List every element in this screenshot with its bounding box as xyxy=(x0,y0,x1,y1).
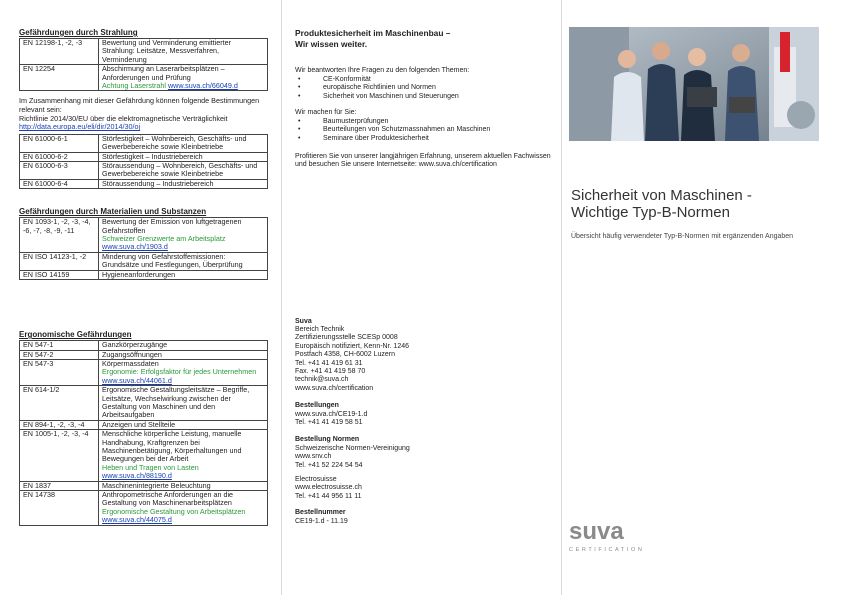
relevance-paragraph xyxy=(19,97,269,131)
cover-photo-illustration xyxy=(569,27,819,141)
norm-link[interactable]: www.suva.ch/66049.d xyxy=(167,81,238,91)
norm-desc-text: Anthropometrische Anforderungen an die Gestaltung von Maschinenarbeitsplätzen xyxy=(102,490,234,508)
logo-subtitle: CERTIFICATION xyxy=(569,547,645,553)
column-cover xyxy=(561,0,842,595)
norm-desc-text: Menschliche körperliche Leistung, manuelle Handhabung, Kraftgrenzen bei Maschinenbetätigung, Körperhaltungen und Bewegungen bei der Arbeit xyxy=(102,429,242,464)
contact-block xyxy=(295,318,551,394)
norm-desc-text: Körpermassdaten xyxy=(102,358,159,368)
norm-code: EN ISO 14123-1, -2 xyxy=(20,252,99,270)
norm-code: EN 12198-1, -2, -3 xyxy=(20,39,99,65)
norm-desc: Störfestigkeit – Wohnbereich, Geschäfts- und Gewerbebereiche sowie Kleinbetriebe xyxy=(99,134,268,152)
info-title-line2: Wir wissen weiter. xyxy=(295,38,368,49)
section-heading-strahlung: Gefährdungen durch Strahlung xyxy=(19,28,138,37)
list-item: • Seminare über Produktesicherheit xyxy=(295,135,551,144)
table-row xyxy=(20,134,268,152)
table-row xyxy=(20,162,268,180)
order-number-block xyxy=(295,509,551,526)
electrosuisse-block xyxy=(295,476,551,501)
norm-code: EN 61000-6-2 xyxy=(20,152,99,161)
norm-code: EN 547-2 xyxy=(20,350,99,359)
norm-desc: Zugangsöffnungen xyxy=(99,350,268,359)
contact-phone: Tel. +41 41 419 61 31 xyxy=(295,359,363,367)
table-row xyxy=(20,65,268,91)
section-heading-ergonomie: Ergonomische Gefährdungen xyxy=(19,330,132,340)
table-row xyxy=(20,491,268,526)
table-emv xyxy=(19,134,268,189)
norm-desc xyxy=(99,430,268,481)
norm-link[interactable]: www.suva.ch/1903.d xyxy=(102,242,168,252)
contact-org: Suva xyxy=(295,317,312,325)
electrosuisse-phone: Tel. +41 44 956 11 11 xyxy=(295,492,362,500)
contact-line: Europäisch notifiziert, Kenn-Nr. 1246 xyxy=(295,342,410,350)
norm-code: EN 1093-1, -2, -3, -4, -6, -7, -8, -9, -11 xyxy=(20,218,99,253)
profit-paragraph: Profitieren Sie von unserer langjährigen Erfahrung, unserem aktuellen Fachwissen und besuchen Sie unsere Internetseite: www.suva.ch/certification xyxy=(295,152,551,169)
contact-website[interactable]: www.suva.ch/certification xyxy=(295,384,374,392)
norm-desc-text: Bewertung der Emission von luftgetragenen Gefahrstoffen xyxy=(102,217,242,235)
services-list xyxy=(295,118,551,144)
contact-fax: Fax. +41 41 419 58 70 xyxy=(295,368,366,375)
questions-intro: Wir beantworten Ihre Fragen zu den folgenden Themen: xyxy=(295,67,470,74)
orders-block xyxy=(295,402,551,427)
norm-orders-org: Schweizerische Normen-Vereinigung xyxy=(295,444,410,452)
norm-desc: Störfestigkeit – Industriebereich xyxy=(99,152,268,161)
norm-code: EN 12254 xyxy=(20,65,99,91)
norm-desc xyxy=(99,359,268,385)
column-info xyxy=(281,0,561,595)
cover-subtitle: Übersicht häufig verwendeter Typ-B-Normen mit ergänzenden Angaben xyxy=(571,233,794,240)
electrosuisse-website[interactable]: www.electrosuisse.ch xyxy=(295,484,362,492)
section-heading-materialien: Gefährdungen durch Materialien und Substanzen xyxy=(19,207,207,217)
table-row xyxy=(20,341,268,350)
norm-code: EN 894-1, -2, -3, -4 xyxy=(20,420,99,429)
norm-link[interactable]: www.suva.ch/44075.d xyxy=(102,515,172,525)
list-item: • CE-Konformität xyxy=(295,76,551,85)
norm-desc: Minderung von Gefahrstoffemissionen: Grundsätze und Festlegungen, Überprüfung xyxy=(99,252,268,270)
info-title-line1: Produktesicherheit im Maschinenbau – xyxy=(295,28,451,38)
norm-code: EN 61000-6-4 xyxy=(20,179,99,188)
norm-orders-website[interactable]: www.snv.ch xyxy=(295,453,332,461)
norm-desc: Maschinenintegrierte Beleuchtung xyxy=(99,481,268,490)
topics-list xyxy=(295,76,551,102)
norm-desc: Ergonomische Gestaltungsleitsätze – Begriffe, Leitsätze, Wechselwirkung zwischen der Gestaltung von Maschinen und den Arbeitsaufgaben xyxy=(99,386,268,421)
norm-desc-text: Bewertung und Verminderung emittierter Strahlung: Leitsätze, Messverfahren, Verminderung xyxy=(102,38,232,64)
norm-desc: Anzeigen und Stellteile xyxy=(99,420,268,429)
norm-note: Schweizer Grenzwerte am Arbeitsplatz xyxy=(102,234,226,244)
table-row xyxy=(20,270,268,279)
norm-desc xyxy=(99,491,268,526)
table-materialien xyxy=(19,217,268,280)
orders-link[interactable]: www.suva.ch/CE19-1.d xyxy=(295,410,368,418)
norm-code: EN 1837 xyxy=(20,481,99,490)
cover-title xyxy=(571,187,752,221)
norm-desc xyxy=(99,39,268,65)
norm-code: EN 61000-6-1 xyxy=(20,134,99,152)
list-item: • Beurteilungen von Schutzmassnahmen an Maschinen xyxy=(295,126,551,135)
order-number-heading: Bestellnummer xyxy=(295,509,346,517)
electrosuisse-org: Electrosuisse xyxy=(295,476,337,484)
table-row xyxy=(20,430,268,481)
contact-line: Bereich Technik xyxy=(295,325,345,333)
cover-photo xyxy=(569,27,819,141)
norm-code: EN 61000-6-3 xyxy=(20,162,99,180)
norm-code: EN 547-3 xyxy=(20,359,99,385)
norm-orders-block xyxy=(295,436,551,470)
column-norms xyxy=(0,0,281,595)
suva-logo xyxy=(569,520,644,553)
table-row xyxy=(20,39,268,65)
norm-desc: Störaussendung – Wohnbereich, Geschäfts- und Gewerbebereiche sowie Kleinbetriebe xyxy=(99,162,268,180)
norm-link[interactable]: www.suva.ch/88190.d xyxy=(102,471,172,481)
norm-code: EN ISO 14159 xyxy=(20,270,99,279)
table-row xyxy=(20,218,268,253)
norm-orders-heading: Bestellung Normen xyxy=(295,436,360,444)
list-item: • Baumusterprüfungen xyxy=(295,118,551,127)
logo-wordmark: suva xyxy=(569,518,624,545)
norm-note: Heben und Tragen von Lasten xyxy=(102,462,199,472)
norm-note: Ergonomische Gestaltung von Arbeitsplätzen xyxy=(102,506,246,516)
norm-link[interactable]: www.suva.ch/44061.d xyxy=(102,375,172,385)
table-row xyxy=(20,179,268,188)
norm-desc xyxy=(99,218,268,253)
services-intro: Wir machen für Sie: xyxy=(295,109,357,117)
cover-title-line2: Wichtige Typ-B-Normen xyxy=(571,204,730,221)
table-row xyxy=(20,386,268,421)
table-row xyxy=(20,252,268,270)
table-strahlung xyxy=(19,38,268,91)
norm-code: EN 614-1/2 xyxy=(20,386,99,421)
norm-note: Ergonomie: Erfolgsfaktor für jedes Unternehmen xyxy=(102,367,257,377)
list-item: • Sicherheit von Maschinen und Steuerungen xyxy=(295,93,551,102)
norm-desc xyxy=(99,65,268,91)
norm-desc: Störaussendung – Industriebereich xyxy=(99,179,268,188)
relevance-intro: Im Zusammenhang mit dieser Gefährdung können folgende Bestimmungen relevant sein: xyxy=(19,96,260,115)
order-number-value: CE19-1.d - 11.19 xyxy=(295,517,348,525)
table-ergonomie xyxy=(19,340,268,526)
norm-note: Achtung Laserstrahl xyxy=(102,81,166,91)
orders-phone: Tel. +41 41 419 58 51 xyxy=(295,419,363,427)
norm-desc: Ganzkörperzugänge xyxy=(99,341,268,350)
norm-code: EN 14738 xyxy=(20,491,99,526)
norm-code: EN 547-1 xyxy=(20,341,99,350)
norm-orders-phone: Tel. +41 52 224 54 54 xyxy=(295,461,363,469)
orders-heading: Bestellungen xyxy=(295,402,339,410)
norm-desc: Hygieneanforderungen xyxy=(99,270,268,279)
list-item: • europäische Richtlinien und Normen xyxy=(295,84,551,93)
contact-line: Zertifizierungsstelle SCESp 0008 xyxy=(295,334,398,342)
directive-text: Richtlinie 2014/30/EU über die elektromagnetische Verträglichkeit xyxy=(19,113,228,123)
norm-code: EN 1005-1, -2, -3, -4 xyxy=(20,430,99,481)
contact-email[interactable]: technik@suva.ch xyxy=(295,376,349,384)
contact-line: Postfach 4358, CH-6002 Luzern xyxy=(295,351,396,359)
directive-link[interactable]: http://data.europa.eu/eli/dir/2014/30/oj xyxy=(19,122,141,132)
table-row xyxy=(20,359,268,385)
cover-title-line1: Sicherheit von Maschinen - xyxy=(571,187,752,204)
norm-desc-text: Abschirmung an Laserarbeitsplätzen – Anforderungen und Prüfung xyxy=(102,64,225,82)
